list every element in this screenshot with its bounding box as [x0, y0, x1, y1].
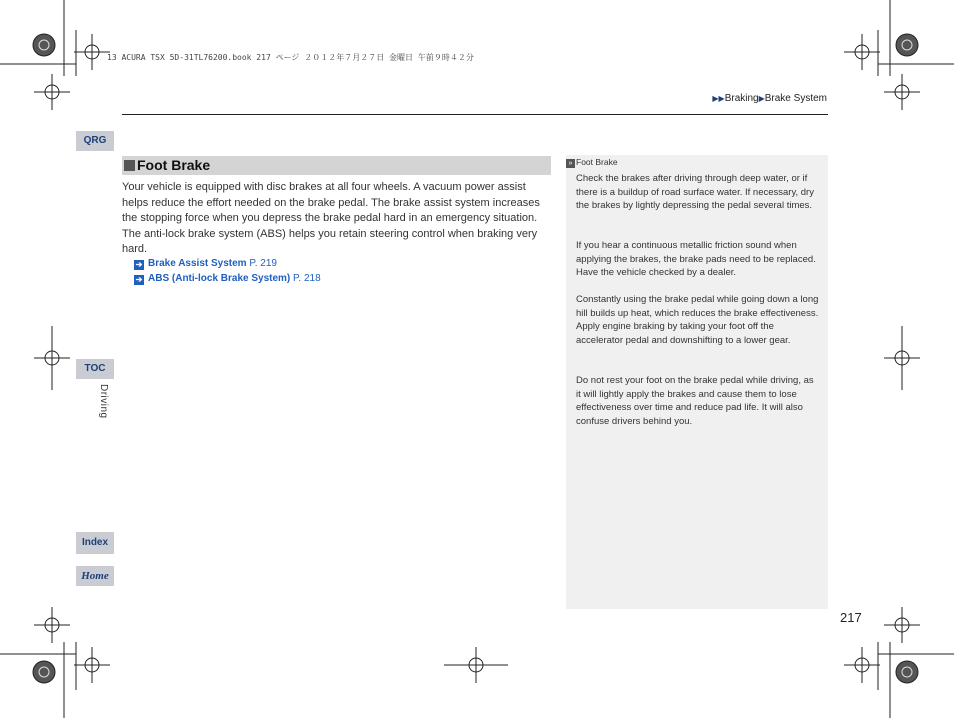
print-header: 13 ACURA TSX 5D-31TL76200.book 217 ページ ２０１２年７月２７日 金曜日 午前９時４２分 — [107, 53, 474, 62]
sidebar-note: If you hear a continuous metallic friction sound when applying the brakes, the brake pads need to be replaced. Have the vehicle checked by a dealer. — [576, 240, 816, 278]
breadcrumb — [712, 93, 827, 104]
sidebar-note: Check the brakes after driving through deep water, or if there is a buildup of road surface water. If necessary, dry the brakes by lightly depressing the pedal several times. — [576, 173, 814, 211]
breadcrumb-item-brake-system[interactable]: Brake System — [764, 93, 827, 104]
sidebar-notes — [566, 155, 828, 609]
breadcrumb-separator-icon: ▶ — [758, 94, 765, 103]
breadcrumb-arrows-icon: ▶▶ — [712, 94, 725, 103]
sidebar-note: Do not rest your foot on the brake pedal while driving, as it will lightly apply the brakes and cause them to lose effectiveness over time and reduce pad life. It will also confuse drivers behind you. — [576, 375, 814, 427]
qrg-button[interactable]: QRG — [76, 131, 114, 151]
sidebar-title: » Foot Brake — [566, 157, 618, 168]
header-rule — [122, 114, 828, 115]
toc-button[interactable]: TOC — [76, 359, 114, 379]
xref-page[interactable]: P. 219 — [249, 258, 277, 269]
xref-brake-assist-link[interactable] — [134, 258, 277, 270]
xref-arrow-icon: ➔ — [135, 275, 143, 284]
xref-abs-link[interactable] — [134, 273, 321, 285]
xref-label[interactable]: Brake Assist System — [148, 258, 247, 269]
chapter-label: Driving — [98, 384, 109, 419]
section-square-icon — [124, 160, 135, 171]
breadcrumb-item-braking[interactable]: Braking — [724, 93, 759, 104]
xref-arrow-icon: ➔ — [135, 260, 143, 269]
page-number: 217 — [840, 610, 862, 625]
section-header — [122, 156, 551, 175]
sidebar-note: Constantly using the brake pedal while going down a long hill builds up heat, which reduces the brake effectiveness. Apply engine braking by taking your foot off the accelerator pedal and downshifting to a lower gear. — [576, 294, 819, 346]
index-button[interactable]: Index — [76, 532, 114, 554]
xref-page[interactable]: P. 218 — [293, 273, 321, 284]
note-arrow-icon: » — [566, 159, 575, 168]
home-button[interactable]: Home — [76, 566, 114, 586]
section-title: Foot Brake — [137, 157, 211, 173]
xref-label[interactable]: ABS (Anti-lock Brake System) — [148, 273, 291, 284]
section-body: Your vehicle is equipped with disc brakes at all four wheels. A vacuum power assist helps reduce the effort needed on the brake pedal. The brake assist system increases the stopping force when you depress the brake pedal hard in an emergency situation. The anti-lock brake system (ABS) helps you retain steering control when braking very hard. — [122, 181, 540, 255]
